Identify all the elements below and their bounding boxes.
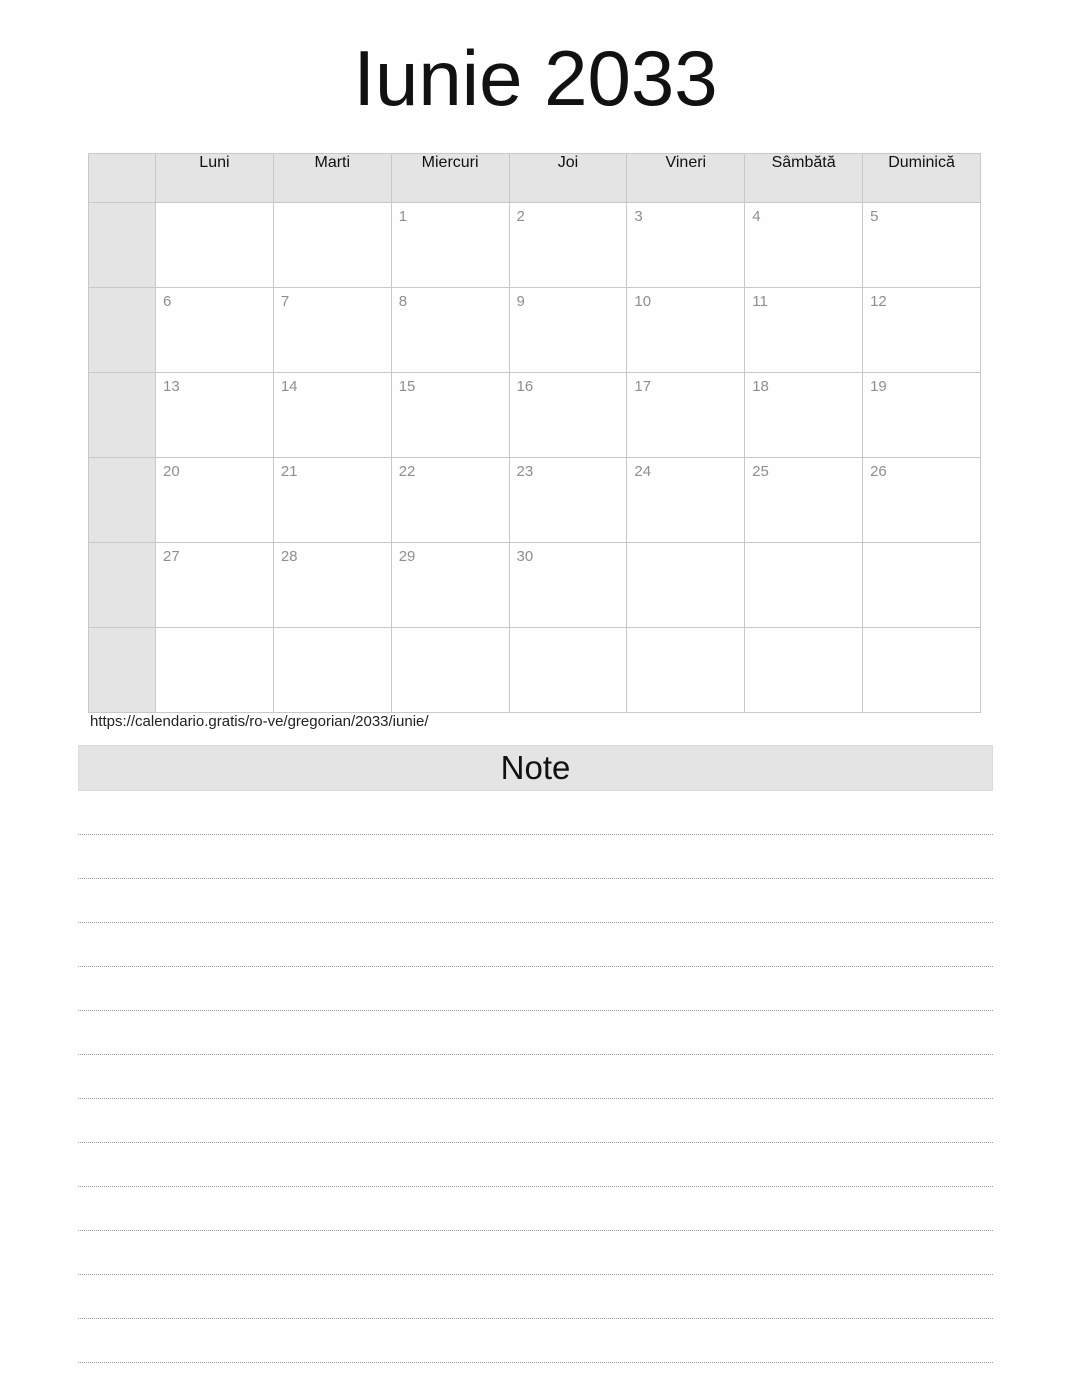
- note-line[interactable]: [78, 923, 993, 967]
- day-cell[interactable]: [627, 288, 745, 373]
- day-cell[interactable]: [391, 203, 509, 288]
- day-cell[interactable]: [273, 458, 391, 543]
- weekday-header-joi: Joi: [509, 154, 627, 203]
- note-line[interactable]: [78, 1099, 993, 1143]
- day-number: 25: [752, 463, 769, 480]
- day-number: 9: [516, 293, 525, 310]
- note-line[interactable]: [78, 1055, 993, 1099]
- note-line[interactable]: [78, 1011, 993, 1055]
- day-cell[interactable]: [627, 543, 745, 628]
- day-cell[interactable]: [745, 373, 863, 458]
- week-number-cell: [89, 628, 156, 713]
- day-number: 16: [516, 378, 534, 395]
- day-number: 26: [870, 463, 887, 480]
- notes-heading: Note: [78, 745, 993, 791]
- day-cell[interactable]: [627, 458, 745, 543]
- note-line[interactable]: [78, 1275, 993, 1319]
- day-cell[interactable]: [509, 458, 627, 543]
- day-number: 2: [516, 208, 525, 225]
- day-number: 30: [516, 548, 534, 565]
- source-url[interactable]: https://calendario.gratis/ro-ve/gregorian/2033/iunie/: [90, 713, 429, 730]
- calendar-week-row: [89, 458, 981, 543]
- day-number: 18: [752, 378, 769, 395]
- day-cell[interactable]: [273, 543, 391, 628]
- day-cell[interactable]: [509, 203, 627, 288]
- day-number: 14: [280, 378, 298, 395]
- day-number: 12: [870, 293, 887, 310]
- calendar-week-row: [89, 628, 981, 713]
- day-cell[interactable]: [509, 373, 627, 458]
- day-cell[interactable]: [391, 628, 509, 713]
- notes-section: [78, 745, 993, 1363]
- calendar-week-row: [89, 373, 981, 458]
- day-cell[interactable]: [863, 373, 981, 458]
- day-number: 6: [163, 293, 172, 310]
- day-cell[interactable]: [863, 628, 981, 713]
- day-cell[interactable]: [863, 288, 981, 373]
- calendar-week-row: [89, 288, 981, 373]
- calendar-week-row: [89, 543, 981, 628]
- day-number: 7: [280, 293, 290, 310]
- day-number: 28: [280, 548, 298, 565]
- day-cell[interactable]: [156, 373, 274, 458]
- calendar-header-row: [89, 154, 981, 203]
- day-cell[interactable]: [627, 373, 745, 458]
- note-line[interactable]: [78, 835, 993, 879]
- day-number: 23: [516, 463, 534, 480]
- page-title: Iunie 2033: [353, 34, 718, 122]
- day-cell[interactable]: [156, 288, 274, 373]
- day-number: 21: [280, 463, 298, 480]
- note-line[interactable]: [78, 1187, 993, 1231]
- weekday-header-duminica: Duminică: [863, 154, 981, 203]
- day-number: 8: [398, 293, 408, 310]
- day-cell[interactable]: [273, 288, 391, 373]
- day-cell[interactable]: [745, 458, 863, 543]
- note-line[interactable]: [78, 1319, 993, 1363]
- day-cell[interactable]: [863, 543, 981, 628]
- day-number: 4: [752, 208, 761, 225]
- day-cell[interactable]: [391, 373, 509, 458]
- day-number: 27: [163, 548, 180, 565]
- day-cell[interactable]: [627, 203, 745, 288]
- note-line[interactable]: [78, 1231, 993, 1275]
- day-cell[interactable]: [745, 288, 863, 373]
- day-cell[interactable]: [391, 288, 509, 373]
- day-cell[interactable]: [863, 458, 981, 543]
- note-line[interactable]: [78, 791, 993, 835]
- weekday-header-luni: Luni: [156, 154, 274, 203]
- weekday-header-marti: Marti: [273, 154, 391, 203]
- day-cell[interactable]: [745, 203, 863, 288]
- calendar-table: [88, 153, 981, 713]
- weekday-header-miercuri: Miercuri: [391, 154, 509, 203]
- day-cell[interactable]: [627, 628, 745, 713]
- day-cell[interactable]: [156, 203, 274, 288]
- day-cell[interactable]: [273, 373, 391, 458]
- day-cell[interactable]: [273, 628, 391, 713]
- day-cell[interactable]: [156, 628, 274, 713]
- day-number: 17: [634, 378, 652, 395]
- day-cell[interactable]: [745, 628, 863, 713]
- week-number-cell: [89, 288, 156, 373]
- week-number-cell: [89, 543, 156, 628]
- week-number-cell: [89, 203, 156, 288]
- day-number: 5: [870, 208, 879, 225]
- day-number: 19: [870, 378, 887, 395]
- day-number: 1: [398, 208, 408, 225]
- day-cell[interactable]: [156, 458, 274, 543]
- day-number: 24: [634, 463, 652, 480]
- note-line[interactable]: [78, 1143, 993, 1187]
- day-cell[interactable]: [509, 543, 627, 628]
- note-line[interactable]: [78, 879, 993, 923]
- day-cell[interactable]: [745, 543, 863, 628]
- day-cell[interactable]: [391, 458, 509, 543]
- day-cell[interactable]: [509, 288, 627, 373]
- day-number: 3: [634, 208, 643, 225]
- day-number: 15: [398, 378, 416, 395]
- day-number: 29: [398, 548, 416, 565]
- calendar-week-row: [89, 203, 981, 288]
- note-line[interactable]: [78, 967, 993, 1011]
- weekday-header-vineri: Vineri: [627, 154, 745, 203]
- week-number-header: [89, 154, 156, 203]
- day-number: 20: [163, 463, 180, 480]
- day-number: 13: [163, 378, 180, 395]
- day-number: 22: [398, 463, 416, 480]
- day-cell[interactable]: [863, 203, 981, 288]
- day-cell[interactable]: [391, 543, 509, 628]
- day-number: 10: [634, 293, 652, 310]
- day-cell[interactable]: [273, 203, 391, 288]
- day-number: 11: [752, 293, 768, 310]
- day-cell[interactable]: [156, 543, 274, 628]
- day-cell[interactable]: [509, 628, 627, 713]
- calendar-container: [88, 153, 981, 713]
- week-number-cell: [89, 458, 156, 543]
- week-number-cell: [89, 373, 156, 458]
- weekday-header-sambata: Sâmbătă: [745, 154, 863, 203]
